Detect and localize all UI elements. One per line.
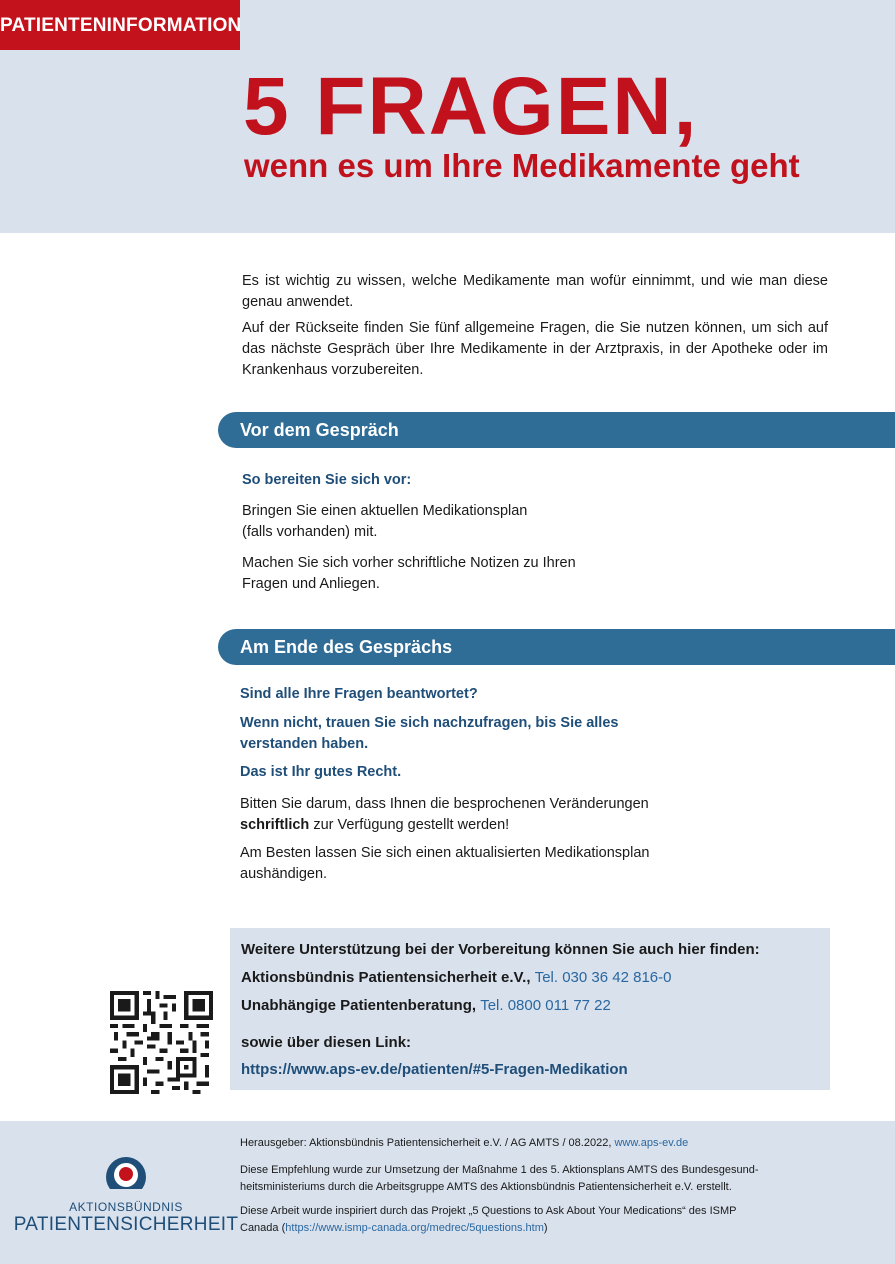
section-heading-before: Vor dem Gespräch <box>218 412 895 448</box>
footer-paragraph-2: Diese Empfehlung wurde zur Umsetzung der Maßnahme 1 des 5. Aktionsplans AMTS des Bundesgesund- heitsministeriums durch die Arbeitsgruppe AMTS des Aktionsbündnis Patientensicherheit e.V. erstellt. <box>240 1164 759 1193</box>
emphasis-schriftlich: schriftlich <box>240 817 310 833</box>
support-heading: Weitere Unterstützung bei der Vorbereitung können Sie auch hier finden: <box>241 941 760 958</box>
qr-code-icon[interactable] <box>110 991 213 1094</box>
support-panel <box>230 928 830 1090</box>
aps-logo-icon <box>100 1155 152 1199</box>
before-paragraph-2: Machen Sie sich vorher schriftliche Notizen zu Ihren Fragen und Anliegen. <box>242 555 576 592</box>
intro-paragraph-2: Auf der Rückseite finden Sie fünf allgemeine Fragen, die Sie nutzen können, um sich auf das nächste Gespräch über Ihre Medikamente in der Arztpraxis, in der Apotheke oder im Krankenhaus vorzubereiten. <box>242 320 828 378</box>
before-subheading: So bereiten Sie sich vor: <box>242 472 412 488</box>
section-heading-end: Am Ende des Gesprächs <box>218 629 895 665</box>
publisher-link[interactable]: www.aps-ev.de <box>614 1137 689 1149</box>
end-question-1: Sind alle Ihre Fragen beantwortet? <box>240 686 478 702</box>
ismp-link[interactable]: https://www.ismp-canada.org/medrec/5questions.htm <box>285 1222 544 1234</box>
page-title: 5 FRAGEN, <box>243 61 699 152</box>
end-paragraph-1: Bitten Sie darum, dass Ihnen die besprochenen Veränderungen schriftlich zur Verfügung gestellt werden! <box>240 796 649 833</box>
footer-publisher: Herausgeber: Aktionsbündnis Patientensicherheit e.V. / AG AMTS / 08.2022, www.aps-ev.de <box>240 1137 689 1149</box>
page-subtitle: wenn es um Ihre Medikamente geht <box>244 147 800 184</box>
support-contact-upd: Unabhängige Patientenberatung, Tel. 0800 011 77 22 <box>241 997 611 1014</box>
footer-paragraph-3: Diese Arbeit wurde inspiriert durch das Projekt „5 Questions to Ask About Your Medications“ des ISMP Canada (https://www.ismp-canada.org/medrec/5questions.htm) <box>240 1205 737 1234</box>
phone-aps[interactable]: Tel. 030 36 42 816-0 <box>534 969 672 986</box>
logo-text-line-2: PATIENTENSICHERHEIT <box>13 1214 239 1235</box>
end-paragraph-2: Am Besten lassen Sie sich einen aktualisierten Medikationsplan aushändigen. <box>240 845 650 882</box>
support-link-label: sowie über diesen Link: <box>241 1034 412 1051</box>
end-question-3: Das ist Ihr gutes Recht. <box>240 764 402 780</box>
support-contact-aps: Aktionsbündnis Patientensicherheit e.V., Tel. 030 36 42 816-0 <box>241 969 672 986</box>
support-link[interactable]: https://www.aps-ev.de/patienten/#5-Fragen-Medikation <box>241 1061 628 1078</box>
logo-text-line-1: AKTIONSBÜNDNIS <box>69 1200 183 1214</box>
category-tag: PATIENTENINFORMATION <box>0 0 240 50</box>
before-paragraph-1: Bringen Sie einen aktuellen Medikationsplan (falls vorhanden) mit. <box>242 503 528 540</box>
end-question-2: Wenn nicht, trauen Sie sich nachzufragen, bis Sie alles verstanden haben. <box>240 715 619 752</box>
intro-paragraph-1: Es ist wichtig zu wissen, welche Medikamente man wofür einnimmt, und wie man diese genau anwendet. <box>242 273 828 310</box>
phone-upd[interactable]: Tel. 0800 011 77 22 <box>480 997 611 1014</box>
